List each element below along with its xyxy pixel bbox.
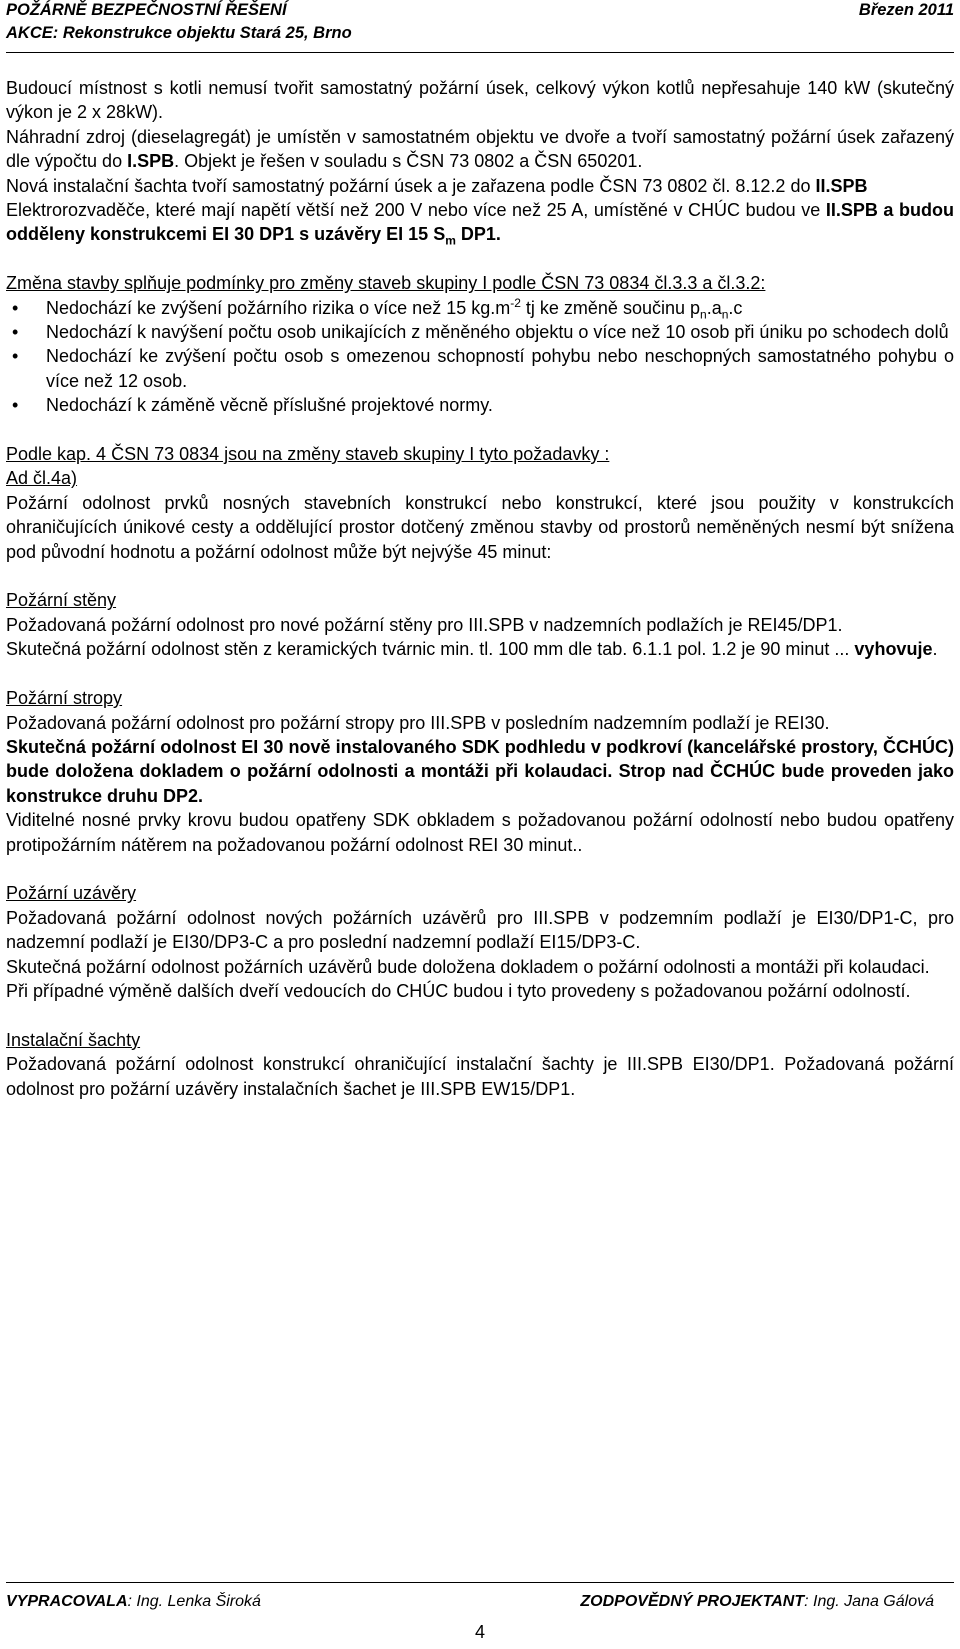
- closures-replacement: Při případné výměně dalších dveří vedoucích do CHÚC budou i tyto provedeny s požadovanou požární odolností.: [6, 980, 911, 1001]
- page-number: 4: [474, 1622, 485, 1642]
- document-body: [6, 76, 954, 1101]
- intro-paragraph-switchboards: Elektrorozvaděče, které mají napětí větší než 200 V nebo více než 25 A, umístěné v CHÚC budou ve II.SPB a budou odděleny konstrukcemi EI 30 DP1 s uzávěry EI 15 $S_m$ DP1.: [6, 200, 955, 249]
- walls-required: Požadovaná požární odolnost pro nové požární stěny pro III.SPB v nadzemních podlažích je REI45/DP1.: [6, 614, 843, 635]
- list-item: • Nedochází ke zvýšení požárního rizika o více než 15 $kg.m^{-2}$ tj ke změně součinu $p_n.a_n.c$: [6, 296, 954, 320]
- intro-paragraph-generator: Náhradní zdroj (dieselagregát) je umístěn v samostatném objektu ve dvoře a tvoří samostatný požární úsek zařazený dle výpočtu do I.SPB. Objekt je řešen v souladu s ČSN 73 0802 a ČSN 650201.: [6, 126, 954, 172]
- footer-responsible: ZODPOVĚDNÝ PROJEKTANT: Ing. Jana Gálová: [580, 1593, 934, 1610]
- ceilings-actual: Skutečná požární odolnost EI 30 nově instalovaného SDK podhledu v podkroví (kancelářské prostory, ČCHÚC) bude doložena dokladem o požární odolnosti a montáži při kolaudaci. Strop nad ČCHÚC bude proveden jako konstrukce druhu DP2.: [6, 736, 954, 806]
- list-item: • Nedochází k záměně věcně příslušné projektové normy.: [6, 393, 954, 417]
- ceilings-visible-elements: Viditelné nosné prvky krovu budou opatřeny SDK obkladem s požadovanou požární odolností nebo budou opatřeny protipožárním nátěrem na požadovanou požární odolnost REI 30 minut..: [6, 810, 954, 855]
- shafts-title: Instalační šachty: [6, 1029, 141, 1050]
- requirements-text: Požární odolnost prvků nosných stavebních konstrukcí nebo konstrukcí, které jsou použity v konstrukcích ohraničujících únikové cesty a oddělující prostor dotčený změnou stavby od prostorů neměněných nesmí být snížena pod původní hodnotu a požární odolnost může být nejvýše 45 minut:: [6, 492, 954, 562]
- shafts-required: Požadovaná požární odolnost konstrukcí ohraničující instalační šachty je III.SPB EI30/DP1. Požadovaná požární odolnost pro požární uzávěry instalačních šachet je III.SPB EW15/DP1.: [6, 1054, 954, 1099]
- ceilings-title: Požární stropy: [6, 688, 123, 709]
- walls-title: Požární stěny: [6, 590, 117, 611]
- walls-actual: Skutečná požární odolnost stěn z keramických tvárnic min. tl. 100 mm dle tab. 6.1.1 pol. 1.2 je 90 minut ... vyhovuje.: [6, 639, 938, 660]
- intro-paragraph-boiler: Budoucí místnost s kotli nemusí tvořit samostatný požární úsek, celkový výkon kotlů nepřesahuje 140 kW (skutečný výkon je 2 x 28kW).: [6, 78, 954, 123]
- closures-title: Požární uzávěry: [6, 883, 137, 904]
- ceilings-required: Požadovaná požární odolnost pro požární stropy pro III.SPB v posledním nadzemním podlaží je REI30.: [6, 712, 830, 733]
- header-date: Březen 2011: [858, 1, 954, 19]
- requirements-title: Podle kap. 4 ČSN 73 0834 jsou na změny staveb skupiny I tyto požadavky :: [6, 444, 610, 465]
- header-action: AKCE: Rekonstrukce objektu Stará 25, Brno: [6, 24, 352, 42]
- page-header: [6, 0, 954, 53]
- list-item: • Nedochází ke zvýšení počtu osob s omezenou schopností pohybu nebo neschopných samostatného pohybu o více než 12 osob.: [6, 344, 954, 393]
- change-section-title: Změna stavby splňuje podmínky pro změny staveb skupiny I podle ČSN 73 0834 čl.3.3 a čl.3.2:: [6, 273, 766, 294]
- closures-actual: Skutečná požární odolnost požárních uzávěrů bude doložena dokladem o požární odolnosti a montáži při kolaudaci.: [6, 956, 930, 977]
- header-company: POŽÁRNĚ BEZPEČNOSTNÍ ŘEŠENÍ: [6, 1, 287, 19]
- footer-prepared-by: VYPRACOVALA: Ing. Lenka Široká: [6, 1593, 261, 1610]
- page-footer: [6, 1582, 954, 1613]
- list-item: • Nedochází k navýšení počtu osob unikajících z měněného objektu o více než 10 osob při úniku po schodech dolů: [6, 320, 954, 344]
- closures-required: Požadovaná požární odolnost nových požárních uzávěrů pro III.SPB v podzemním podlaží je EI30/DP1-C, pro nadzemní podlaží je EI30/DP3-C a pro poslední nadzemní podlaží EI15/DP3-C.: [6, 907, 954, 953]
- change-conditions-list: [6, 296, 954, 418]
- requirements-subtitle: Ad čl.4a): [6, 468, 78, 489]
- intro-paragraph-shaft: Nová instalační šachta tvoří samostatný požární úsek a je zařazena podle ČSN 73 0802 čl. 8.12.2 do II.SPB: [6, 175, 868, 196]
